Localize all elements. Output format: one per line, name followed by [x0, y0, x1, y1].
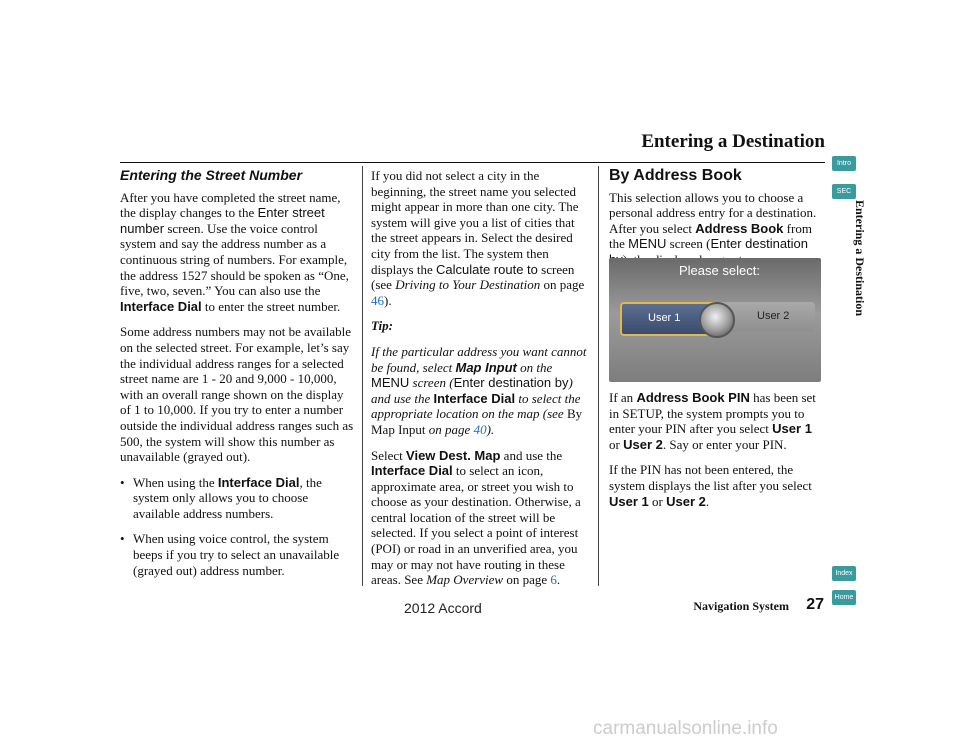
page-title: Entering a Destination — [641, 131, 825, 152]
ui-term: Enter destination — [710, 236, 809, 252]
home-tab[interactable]: Home — [832, 590, 856, 605]
cross-reference: Driving to Your Destination — [395, 277, 541, 293]
footer-label: Navigation System — [693, 599, 789, 613]
paragraph-city-select: If you did not select a city in the beginning, the street name you selected might appear in more than one city. The system will give you a list of cities that the street appears in. Select the desired city from the list. The system then displays the Calculate route to screen (see Driving to Your Destination on page 46). — [371, 168, 585, 308]
section-side-label: Entering a Destination — [853, 200, 867, 317]
column-divider — [598, 166, 599, 586]
paragraph-street-number: After you have completed the street name, the display changes to the Enter street number screen. Use the voice control system and say the address number as a continuous string of numbers. For example, the address 1527 should be spoken as “One, five, two, seven.” You can also use the Interface Dial to enter the street number. — [120, 189, 349, 314]
index-tab[interactable]: Index — [832, 566, 856, 581]
sec-tab[interactable]: SEC — [832, 184, 856, 199]
page-number: 27 — [806, 596, 824, 613]
model-label: 2012 Accord — [404, 600, 482, 616]
user-1-button[interactable]: User 1 — [620, 302, 720, 336]
nav-screen-image — [609, 258, 821, 382]
cross-reference: Map Overview — [426, 572, 504, 588]
ui-term: Enter destination by — [453, 375, 569, 391]
ui-term: MENU — [628, 236, 667, 252]
paragraph-address-book: This selection allows you to choose a personal address entry for a destination. After you select Address Book from the MENU screen (Enter destination — [609, 190, 824, 268]
column-1 — [120, 168, 356, 588]
ui-term: User 1 — [772, 421, 812, 437]
ui-term: Enter street number — [120, 205, 325, 236]
ui-term: User 2 — [666, 493, 706, 509]
tip-text: If the particular address you want cannot be found, select Map Input on the MENU screen (Enter destination by) and use the Interface Dial to select the appropriate location on the map (see By Map Input on page 40). — [371, 343, 587, 437]
cross-reference: By Map Input — [371, 406, 583, 437]
column-divider — [362, 166, 363, 586]
ui-term: Calculate route to — [436, 261, 538, 277]
tip-label: Tip: — [371, 318, 393, 334]
screen-header: Please select: — [679, 263, 760, 278]
list-item: • When using the Interface Dial, the system only allows you to choose available address numbers. — [120, 475, 356, 522]
ui-term: Interface Dial — [120, 298, 202, 314]
ui-term: MENU — [371, 375, 410, 391]
intro-tab[interactable]: Intro — [832, 156, 856, 171]
page-link[interactable]: 46 — [371, 292, 384, 308]
ui-term: Interface Dial — [433, 390, 516, 406]
ui-term: Map Input — [455, 359, 517, 375]
ui-term: View Dest. Map — [406, 447, 501, 463]
ui-term: User 1 — [609, 493, 649, 509]
page-link[interactable]: 40 — [473, 421, 487, 437]
interface-dial-icon — [699, 302, 735, 338]
ui-term: Address Book PIN — [636, 390, 750, 405]
watermark: carmanualsonline.info — [593, 718, 778, 739]
ui-term: Interface Dial — [371, 463, 453, 479]
heading-street-number: Entering the Street Number — [120, 167, 303, 183]
paragraph-pin-not-entered: If the PIN has not been entered, the system displays the list after you select User 1 or User 2. — [609, 462, 812, 509]
heading-address-book: By Address Book — [609, 167, 742, 184]
ui-term: User 2 — [623, 436, 663, 452]
user-2-button[interactable]: User 2 — [717, 302, 815, 332]
paragraph-pin: If an Address Book PIN has been set in SETUP, the system prompts you to enter your PIN after you select User 1 or User 2. Say or enter your PIN. — [609, 390, 816, 452]
column-3-lower — [609, 390, 824, 519]
list-item: • When using voice control, the system beeps if you try to select an unavailable (grayed out) address number. — [120, 531, 356, 578]
column-2 — [371, 168, 593, 598]
paragraph-view-dest-map: Select View Dest. Map and use the Interface Dial to select an icon, approximate area, or street you wish to choose as your destination. Otherwise, a central location of the street will be selected. If you select a point of interest (POI) or road in an unverified area, you may or may not have routing in these areas. See Map Overview on page 6. — [371, 447, 581, 588]
paragraph-address-ranges: Some address numbers may not be available on the selected street. For example, let’s say the individual address ranges for a selected street name are 1 - 20 and 9,000 - 10,000, with an overall range shown on the display of 1 to 10,000. If you try to enter a number outside the individual address ranges such as 500, the system will show this number as unavailable (grayed out). — [120, 324, 354, 465]
bullet-list — [120, 475, 356, 579]
page-link[interactable]: 6 — [550, 572, 557, 588]
title-rule — [120, 162, 825, 163]
ui-term: Interface Dial — [217, 474, 300, 490]
ui-term: Address Book — [695, 220, 784, 236]
